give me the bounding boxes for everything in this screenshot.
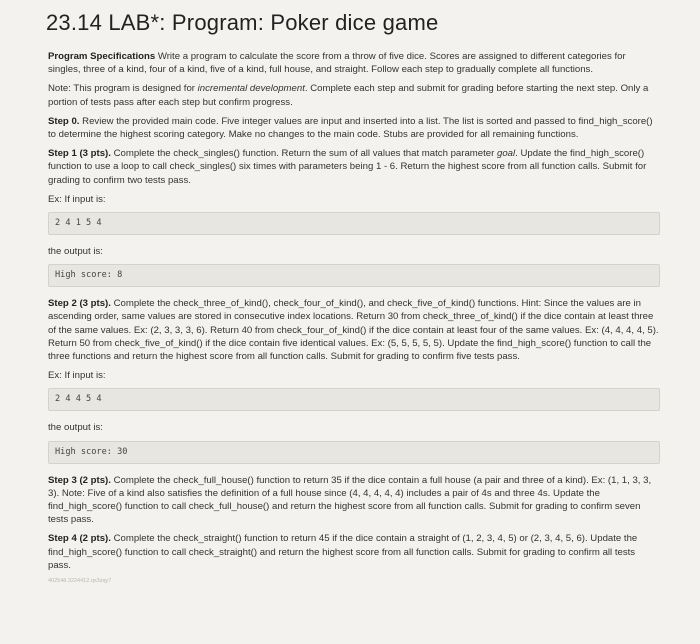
step2-text: Complete the check_three_of_kind(), check_four_of_kind(), and check_five_of_kind() functions. Hint: Since the values are in ascending order, same values are stored in consecutive index locations. Return 30 from check_three_of_kind() if the dice contain at least three of the same values. Ex: (2, 3, 3, 3, 6). Return 40 from check_four_of_kind() if the dice contain at least four of the same values. Ex: (4, 4, 4, 4, 5). Return 50 from check_five_of_kind() if the dice contain five identical values. Ex: (5, 5, 5, 5, 5). Update the find_high_score() function to call the three functions and return the highest score from all function calls. Submit for grading to confirm five tests pass. (48, 298, 659, 363)
note-italic: incremental development (197, 83, 305, 95)
step3-text: Complete the check_full_house() function to return 35 if the dice contain a full house (a pair and three of a kind). Ex: (1, 1, 3, 3, 3). Note: Five of a kind also satisfies the definition of a full house since (4, 4, 4, 4, 4) includes a pair of 4s and three 4s. Update the find_high_score() function to call check_full_house() and return the highest score from all function calls. Submit for grading to confirm seven tests pass. (48, 474, 652, 526)
step1-label: Step 1 (3 pts). (48, 148, 111, 160)
step0-text: Review the provided main code. Five integer values are input and inserted into a list. The list is sorted and passed to find_high_score() to determine the highest scoring category. Make no changes to the main code. Stubs are provided for all remaining functions. (48, 115, 653, 141)
step3-label: Step 3 (2 pts). (48, 474, 111, 486)
step4-text: Complete the check_straight() function to return 45 if the dice contain a straight of (1, 2, 3, 4, 5) or (2, 3, 4, 5, 6). Update the find_high_score() function to call check_straight() and return the highest score from all function calls. Submit for grading to confirm all tests pass. (48, 533, 638, 571)
step-1 (48, 147, 660, 187)
step-0 (48, 115, 660, 141)
step-3 (48, 474, 660, 527)
spec-text: Write a program to calculate the score from a throw of five dice. Scores are assigned to different categories for singles, three of a kind, four of a kind, five of a kind, full house, and straight. Follow each step to gradually complete all functions. (48, 51, 626, 76)
step-2 (48, 297, 660, 363)
note-suffix: . Complete each step and submit for grading before starting the next step. Only a portion of tests pass after each step but confirm progress. (48, 83, 649, 108)
program-specifications (48, 50, 660, 76)
step1-text-b: . Update the find_high_score() function to use a loop to call check_singles() six times with parameters being 1 - 6. Return the highest score from all function calls. Submit for grading to confirm two tests pass. (48, 148, 647, 186)
step4-label: Step 4 (2 pts). (48, 533, 111, 545)
step0-label: Step 0. (48, 115, 80, 127)
step2-output-code: High score: 30 (48, 441, 660, 464)
step2-output-label: the output is: (48, 422, 103, 434)
lab-id-footer: 402548.3224412.qx3zqy7 (48, 578, 112, 585)
step1-output-code: High score: 8 (48, 264, 660, 287)
note-prefix: Note: This program is designed for (48, 83, 198, 95)
step1-italic: goal (496, 148, 516, 160)
step1-text-a: Complete the check_singles() function. Return the sum of all values that match parameter (110, 148, 497, 160)
spec-label: Program Specifications (48, 51, 156, 62)
step2-input-code: 2 4 4 5 4 (48, 388, 660, 411)
page-title: 23.14 LAB*: Program: Poker dice game (46, 10, 439, 35)
step2-example-label: Ex: If input is: (48, 370, 106, 382)
step1-example-label: Ex: If input is: (48, 193, 106, 205)
step1-output-label: the output is: (48, 246, 103, 258)
step1-input-code: 2 4 1 5 4 (48, 212, 660, 235)
step-4 (48, 532, 660, 572)
incremental-note (48, 82, 660, 108)
step2-label: Step 2 (3 pts). (48, 298, 111, 310)
